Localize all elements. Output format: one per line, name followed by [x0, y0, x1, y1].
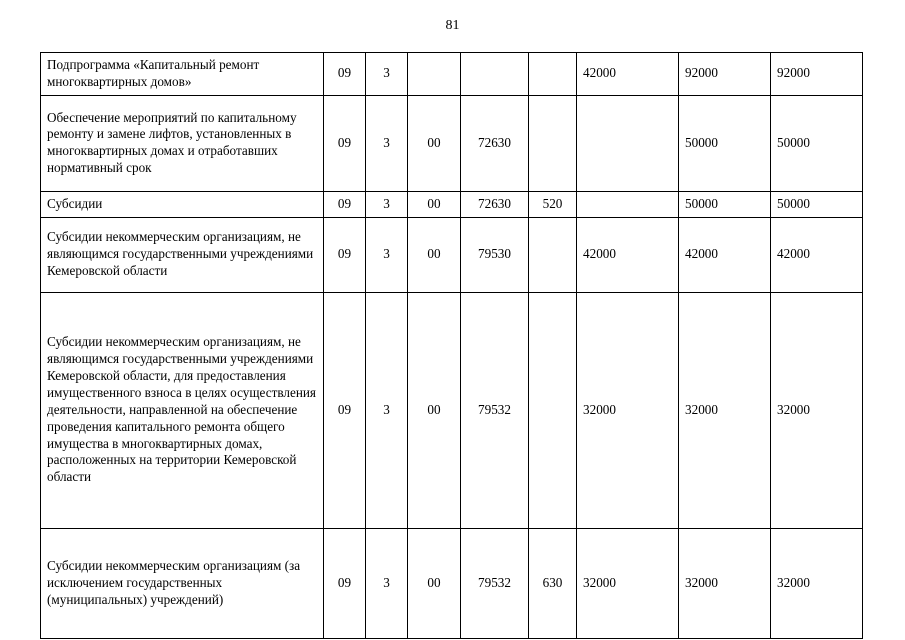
row-value-3: 42000 — [771, 217, 863, 292]
table-row — [41, 95, 863, 191]
row-code-section: 09 — [324, 191, 366, 217]
row-value-2: 42000 — [679, 217, 771, 292]
row-value-3: 50000 — [771, 191, 863, 217]
row-code-subsection: 3 — [366, 191, 408, 217]
row-code-program: 00 — [408, 217, 461, 292]
row-code-section: 09 — [324, 95, 366, 191]
row-code-section: 09 — [324, 292, 366, 528]
row-value-1: 32000 — [577, 528, 679, 638]
table-row — [41, 53, 863, 96]
row-code-expense-type: 520 — [529, 191, 577, 217]
row-value-2: 32000 — [679, 528, 771, 638]
row-value-1 — [577, 191, 679, 217]
row-code-target: 79532 — [461, 528, 529, 638]
row-value-3: 32000 — [771, 292, 863, 528]
row-code-expense-type — [529, 217, 577, 292]
row-code-target — [461, 53, 529, 96]
row-value-1: 32000 — [577, 292, 679, 528]
page-number: 81 — [445, 18, 460, 33]
row-code-subsection: 3 — [366, 528, 408, 638]
row-value-2: 32000 — [679, 292, 771, 528]
row-value-1: 42000 — [577, 53, 679, 96]
row-value-1 — [577, 95, 679, 191]
row-code-program: 00 — [408, 95, 461, 191]
row-name: Субсидии некоммерческим организациям, не являющимся государственными учреждениями Кемеровской области, для предоставления имущественного взноса в целях осуществления деятельности, направленной на обеспечение проведения капитального ремонта общего имущества в многоквартирных домах, расположенных на территории Кемеровской области — [41, 292, 324, 528]
row-code-target: 79532 — [461, 292, 529, 528]
row-code-section: 09 — [324, 217, 366, 292]
row-code-target: 72630 — [461, 191, 529, 217]
row-code-subsection: 3 — [366, 292, 408, 528]
row-name: Субсидии некоммерческим организациям (за исключением государственных (муниципальных) учреждений) — [41, 528, 324, 638]
row-code-program — [408, 53, 461, 96]
row-value-3: 92000 — [771, 53, 863, 96]
row-value-1: 42000 — [577, 217, 679, 292]
row-code-section: 09 — [324, 528, 366, 638]
row-value-3: 50000 — [771, 95, 863, 191]
row-code-program: 00 — [408, 191, 461, 217]
row-code-program: 00 — [408, 528, 461, 638]
row-code-expense-type — [529, 53, 577, 96]
row-code-section: 09 — [324, 53, 366, 96]
row-code-target: 79530 — [461, 217, 529, 292]
row-value-3: 32000 — [771, 528, 863, 638]
table-row — [41, 528, 863, 638]
table-row — [41, 217, 863, 292]
row-code-subsection: 3 — [366, 217, 408, 292]
row-code-target: 72630 — [461, 95, 529, 191]
row-code-program: 00 — [408, 292, 461, 528]
budget-table — [40, 52, 863, 639]
row-code-expense-type: 630 — [529, 528, 577, 638]
row-name: Субсидии некоммерческим организациям, не являющимся государственными учреждениями Кемеровской области — [41, 217, 324, 292]
row-value-2: 92000 — [679, 53, 771, 96]
table-row — [41, 292, 863, 528]
row-value-2: 50000 — [679, 191, 771, 217]
row-name: Подпрограмма «Капитальный ремонт многоквартирных домов» — [41, 53, 324, 96]
row-code-subsection: 3 — [366, 53, 408, 96]
row-value-2: 50000 — [679, 95, 771, 191]
row-name: Субсидии — [41, 191, 324, 217]
row-name: Обеспечение мероприятий по капитальному ремонту и замене лифтов, установленных в многоквартирных домах и отработавших нормативный срок — [41, 95, 324, 191]
row-code-expense-type — [529, 292, 577, 528]
budget-table-container — [40, 52, 862, 639]
row-code-expense-type — [529, 95, 577, 191]
table-row — [41, 191, 863, 217]
row-code-subsection: 3 — [366, 95, 408, 191]
